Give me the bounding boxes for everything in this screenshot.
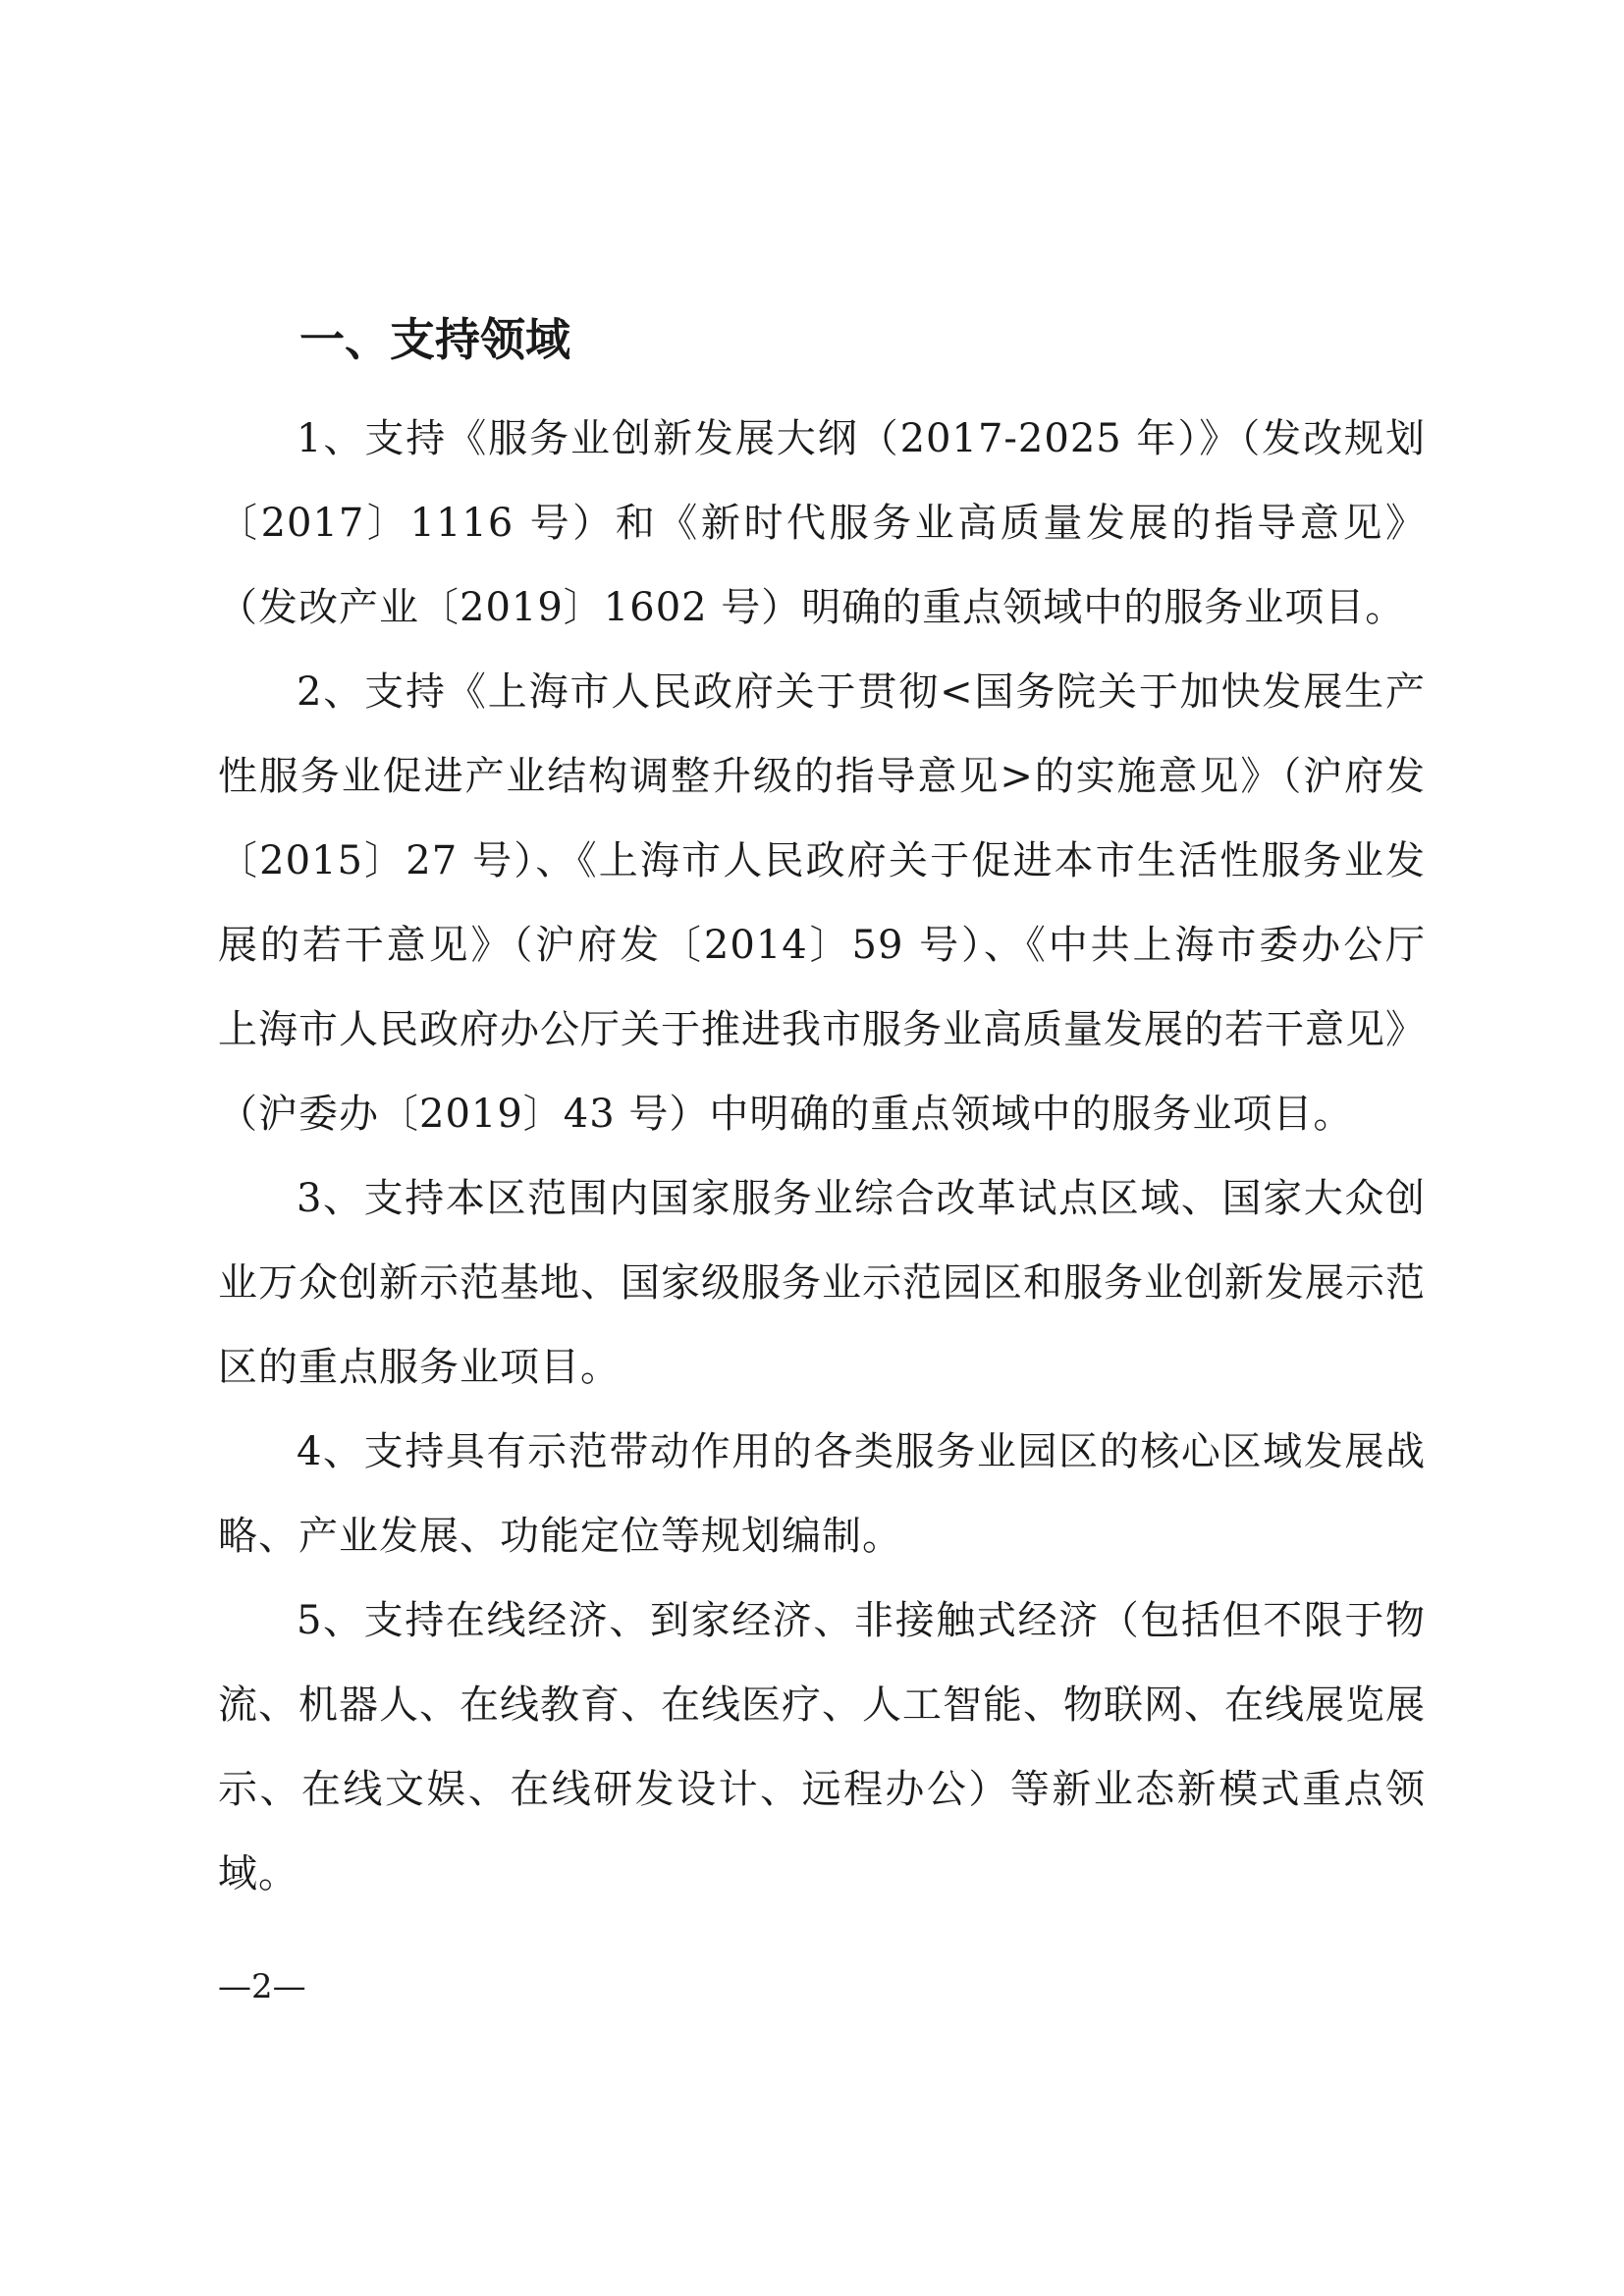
section-heading: 一、支持领域	[299, 313, 570, 366]
paragraph-3: 3、支持本区范围内国家服务业综合改革试点区域、国家大众创业万众创新示范基地、国家级服务业示范园区和服务业创新发展示范区的重点服务业项目。	[218, 1176, 1426, 1390]
paragraph-2: 2、支持《上海市人民政府关于贯彻<国务院关于加快发展生产性服务业促进产业结构调整升级的指导意见>的实施意见》（沪府发〔2015〕27 号）、《上海市人民政府关于促进本市生活性服务业发展的若干意见》（沪府发〔2014〕59 号）、《中共上海市委办公厅 上海市人民政府办公厅关于推进我市服务业高质量发展的若干意见》（沪委办〔2019〕43 号）中明确的重点领域中的服务业项目。	[218, 669, 1426, 1137]
paragraph-5: 5、支持在线经济、到家经济、非接触式经济（包括但不限于物流、机器人、在线教育、在线医疗、人工智能、物联网、在线展览展示、在线文娱、在线研发设计、远程办公）等新业态新模式重点领域。	[218, 1598, 1426, 1896]
document-body	[218, 397, 1426, 1916]
paragraph-1: 1、支持《服务业创新发展大纲（2017-2025 年）》（发改规划〔2017〕1116 号）和《新时代服务业高质量发展的指导意见》（发改产业〔2019〕1602 号）明确的重点领域中的服务业项目。	[218, 416, 1426, 630]
paragraph-4: 4、支持具有示范带动作用的各类服务业园区的核心区域发展战略、产业发展、功能定位等规划编制。	[218, 1429, 1426, 1559]
page-number: —2—	[218, 1967, 306, 2006]
